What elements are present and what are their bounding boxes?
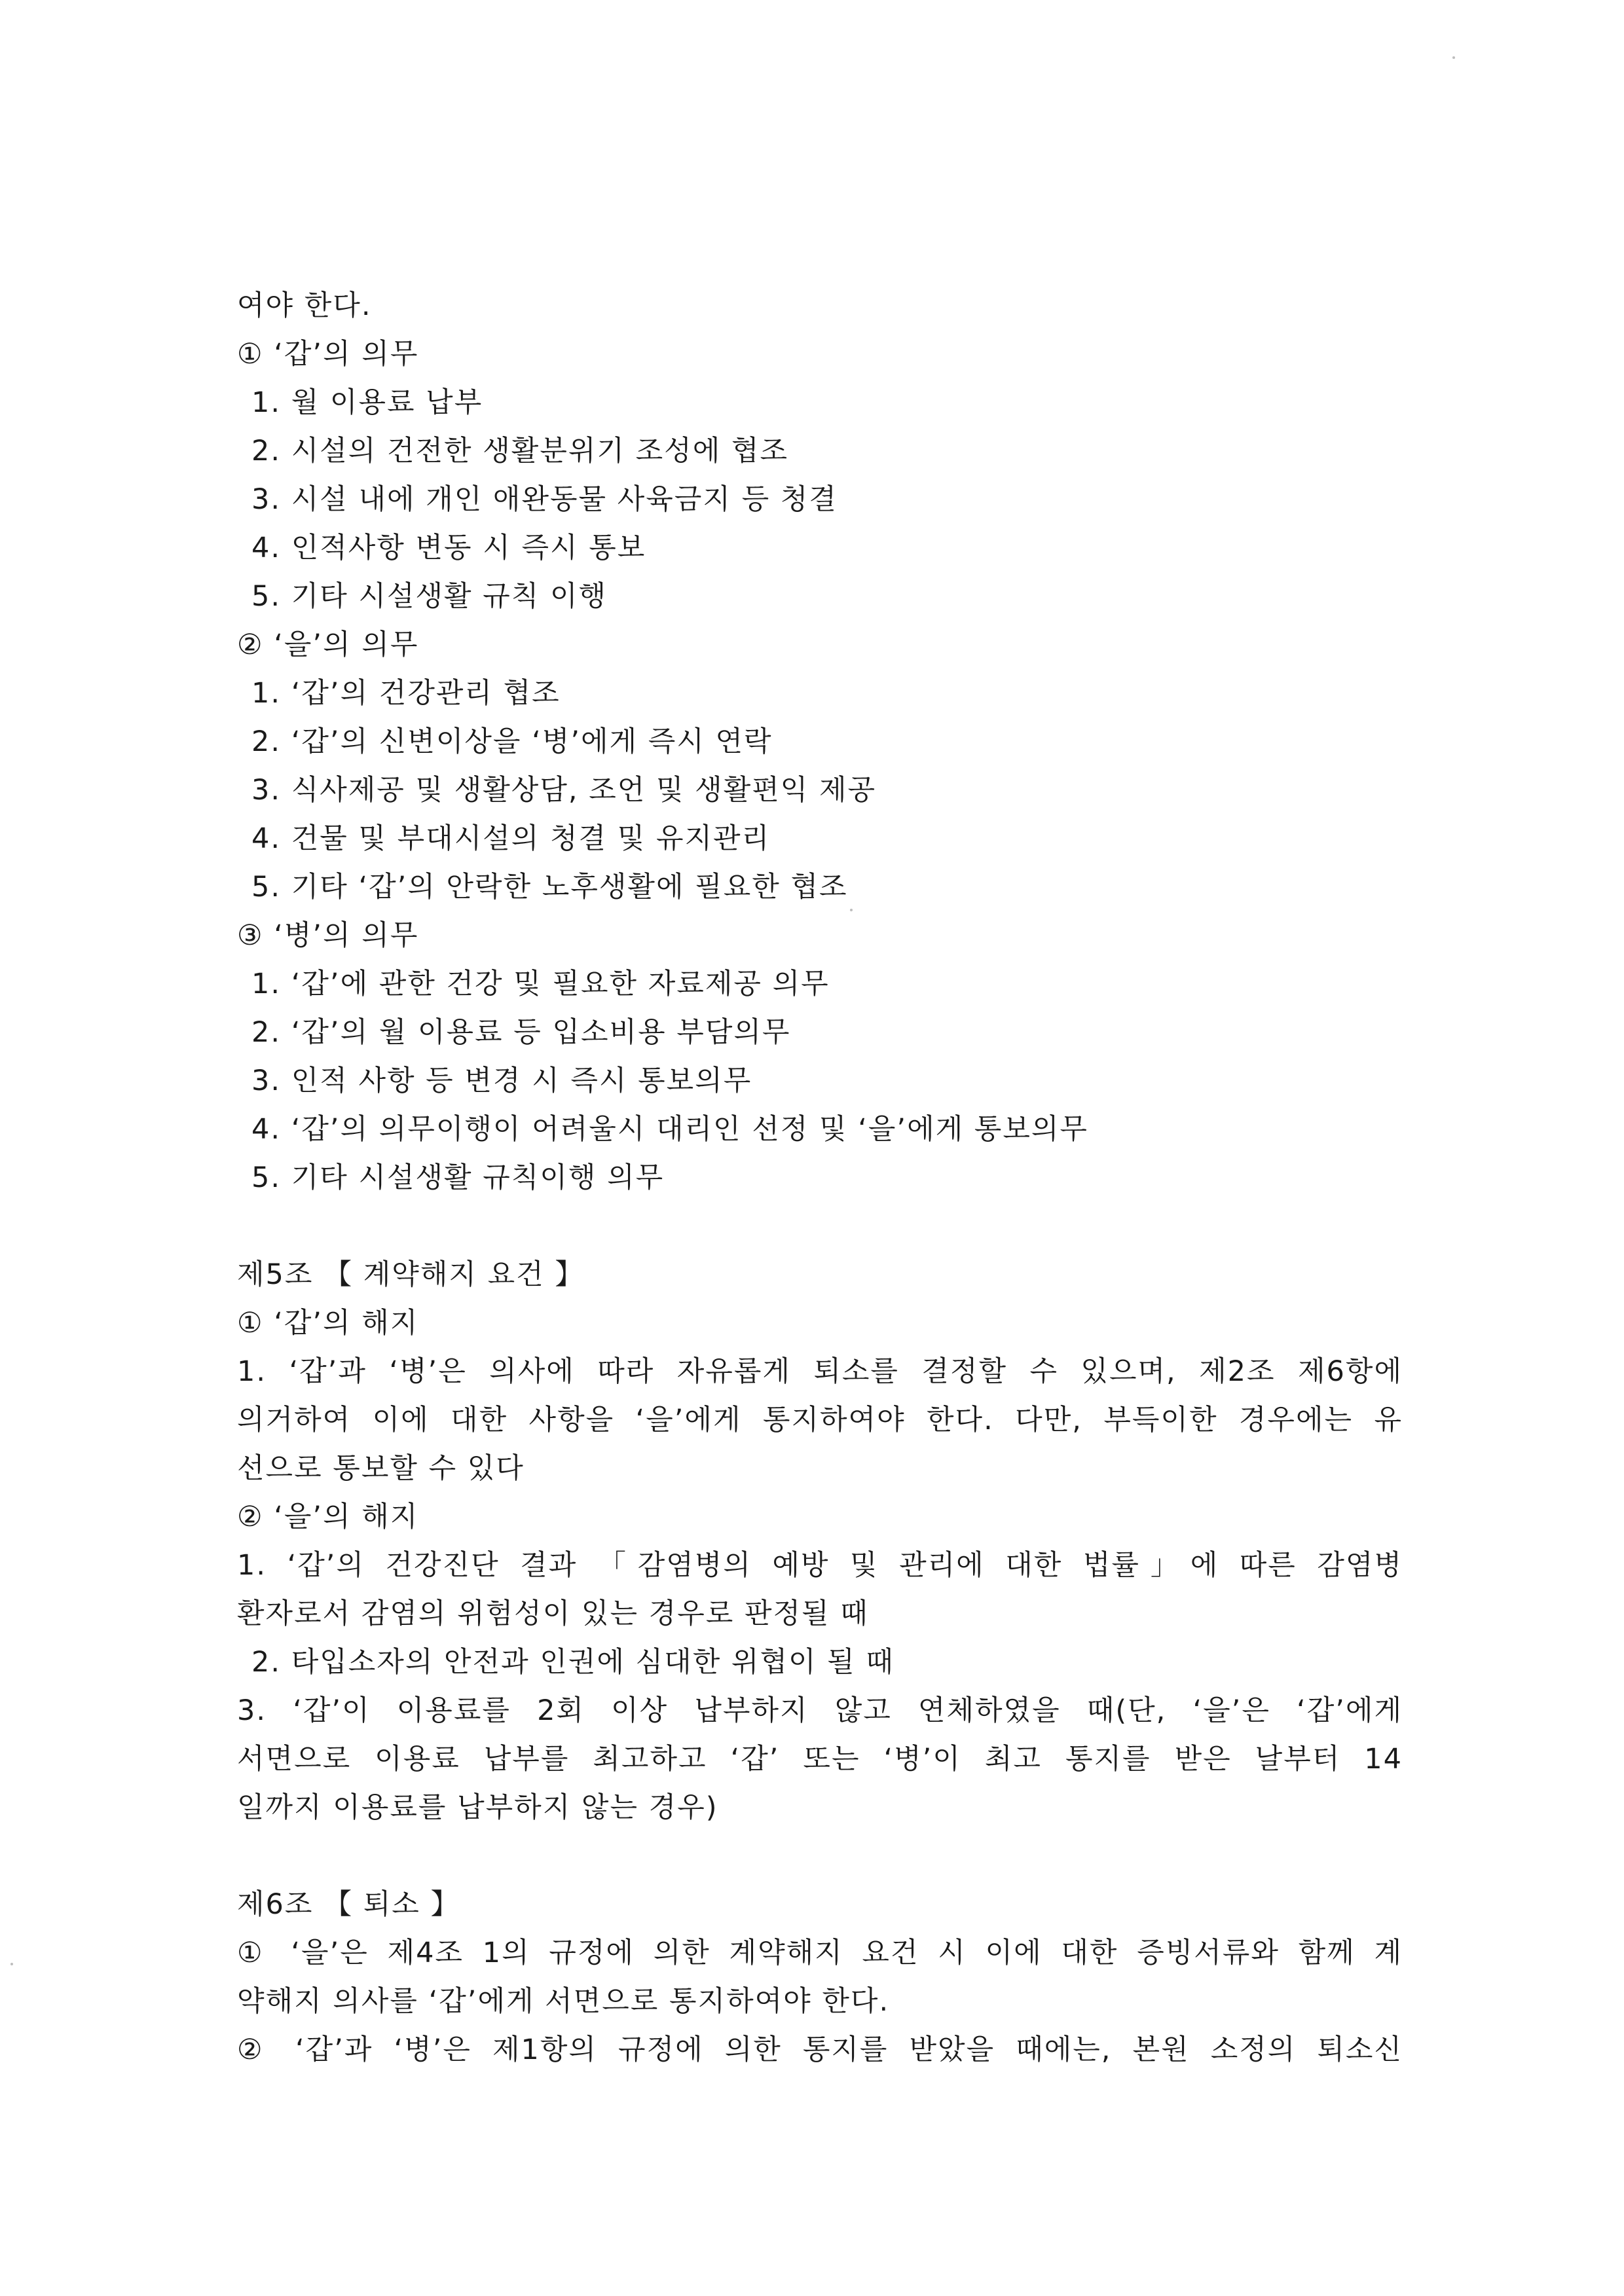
paragraph-line: 3. ‘갑’이 이용료를 2회 이상 납부하지 않고 연체하였을 때(단, ‘을’은 ‘갑’에게 bbox=[237, 1694, 1403, 1727]
clause-heading: ① ‘갑’의 의무 bbox=[237, 338, 419, 371]
paragraph-line: 1. ‘갑’의 건강진단 결과 「감염병의 예방 및 관리에 대한 법률」에 따른 감염병 bbox=[237, 1549, 1403, 1582]
paragraph-line: ① ‘을’은 제4조 1의 규정에 의한 계약해지 요건 시 이에 대한 증빙서류와 함께 계 bbox=[237, 1937, 1403, 1969]
list-item: 5. 기타 ‘갑’의 안락한 노후생활에 필요한 협조 bbox=[251, 871, 848, 903]
blank-line bbox=[237, 1832, 1403, 1880]
list-item: 2. ‘갑’의 월 이용료 등 입소비용 부담의무 bbox=[251, 1016, 791, 1049]
blank-line bbox=[237, 1202, 1403, 1250]
paragraph-line: 1. ‘갑’과 ‘병’은 의사에 따라 자유롭게 퇴소를 결정할 수 있으며, 제2조 제6항에 bbox=[237, 1355, 1403, 1388]
scan-speck bbox=[1452, 56, 1455, 59]
list-item: 5. 기타 시설생활 규칙이행 의무 bbox=[251, 1161, 665, 1194]
scan-speck bbox=[10, 1963, 13, 1965]
list-item: 1. 월 이용료 납부 bbox=[251, 386, 483, 419]
list-item: 4. 건물 및 부대시설의 청결 및 유지관리 bbox=[251, 822, 771, 855]
list-item: 2. 시설의 건전한 생활분위기 조성에 협조 bbox=[251, 435, 788, 467]
article-title: 제5조 【 계약해지 요건 】 bbox=[237, 1258, 585, 1291]
list-item: 3. 인적 사항 등 변경 시 즉시 통보의무 bbox=[251, 1065, 752, 1097]
paragraph-line: 일까지 이용료를 납부하지 않는 경우) bbox=[237, 1791, 718, 1824]
text-line: 여야 한다. bbox=[237, 289, 372, 322]
paragraph-line: 선으로 통보할 수 있다 bbox=[237, 1452, 525, 1485]
list-item: 1. ‘갑’의 건강관리 협조 bbox=[251, 677, 561, 710]
paragraph-line: ② ‘갑’과 ‘병’은 제1항의 규정에 의한 통지를 받았을 때에는, 본원 소정의 퇴소신 bbox=[237, 2033, 1403, 2066]
clause-heading: ② ‘을’의 의무 bbox=[237, 629, 419, 661]
list-item: 4. 인적사항 변동 시 즉시 통보 bbox=[251, 532, 646, 564]
list-item: 1. ‘갑’에 관한 건강 및 필요한 자료제공 의무 bbox=[251, 968, 830, 1000]
clause-heading: ① ‘갑’의 해지 bbox=[237, 1307, 419, 1339]
document-body bbox=[237, 282, 1403, 2074]
list-item: 5. 기타 시설생활 규칙 이행 bbox=[251, 580, 608, 613]
list-item: 3. 시설 내에 개인 애완동물 사육금지 등 청결 bbox=[251, 483, 838, 516]
list-item: 2. 타입소자의 안전과 인권에 심대한 위협이 될 때 bbox=[251, 1646, 895, 1679]
clause-heading: ② ‘을’의 해지 bbox=[237, 1501, 419, 1533]
list-item: 3. 식사제공 및 생활상담, 조언 및 생활편익 제공 bbox=[251, 774, 877, 807]
list-item: 2. ‘갑’의 신변이상을 ‘병’에게 즉시 연락 bbox=[251, 725, 773, 758]
paragraph-line: 서면으로 이용료 납부를 최고하고 ‘갑’ 또는 ‘병’이 최고 통지를 받은 날부터 14 bbox=[237, 1743, 1403, 1776]
paragraph-line: 의거하여 이에 대한 사항을 ‘을’에게 통지하여야 한다. 다만, 부득이한 경우에는 유 bbox=[237, 1404, 1403, 1436]
list-item: 4. ‘갑’의 의무이행이 어려울시 대리인 선정 및 ‘을’에게 통보의무 bbox=[251, 1113, 1088, 1146]
article-title: 제6조 【 퇴소 】 bbox=[237, 1888, 460, 1921]
paragraph-line: 환자로서 감염의 위험성이 있는 경우로 판정될 때 bbox=[237, 1597, 869, 1630]
clause-heading: ③ ‘병’의 의무 bbox=[237, 919, 419, 952]
paragraph-line: 약해지 의사를 ‘갑’에게 서면으로 통지하여야 한다. bbox=[237, 1985, 890, 2018]
